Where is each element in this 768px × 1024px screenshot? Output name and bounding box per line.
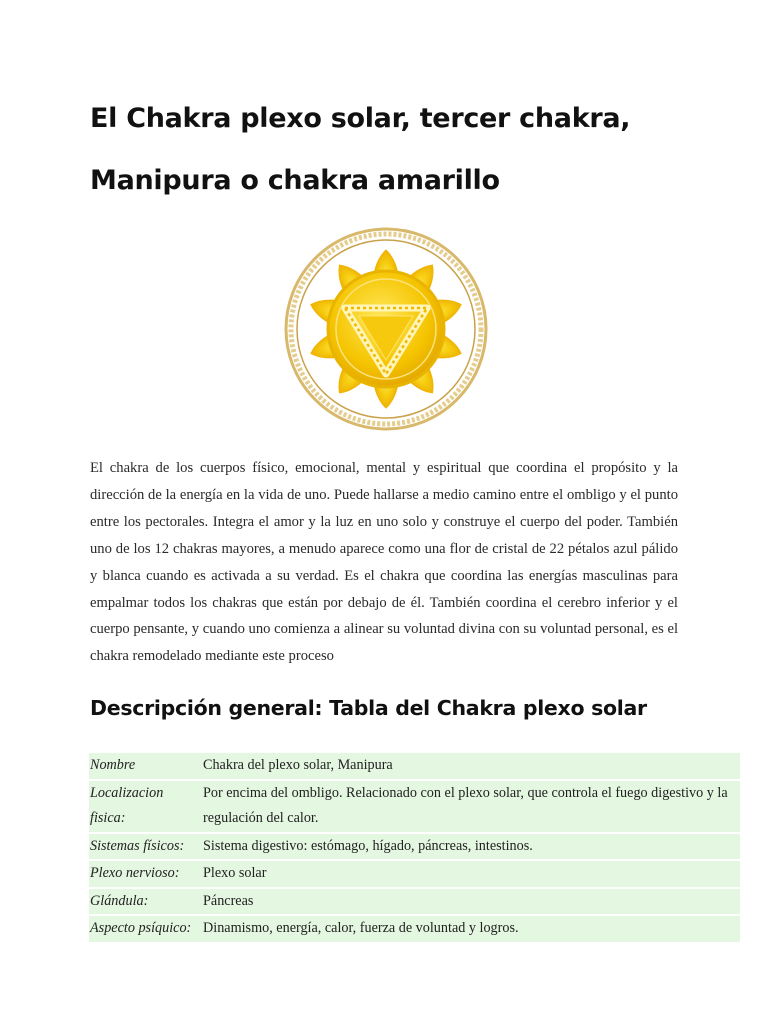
- table-value-cell: Sistema digestivo: estómago, hígado, páncreas, intestinos.: [202, 833, 740, 861]
- table-label-cell: Plexo nervioso:: [89, 860, 202, 888]
- manipura-chakra-icon: [283, 226, 489, 432]
- table-row: [89, 860, 740, 888]
- table-label-cell: Nombre: [89, 753, 202, 780]
- table-value-cell: Dinamismo, energía, calor, fuerza de voluntad y logros.: [202, 915, 740, 943]
- table-row: [89, 780, 740, 833]
- page-title: El Chakra plexo solar, tercer chakra, Manipura o chakra amarillo: [90, 103, 631, 196]
- chakra-info-table: [89, 753, 740, 944]
- table-label-cell: Localizacion fisica:: [89, 780, 202, 833]
- table-row: [89, 833, 740, 861]
- table-row: [89, 915, 740, 943]
- table-label-cell: Sistemas físicos:: [89, 833, 202, 861]
- intro-paragraph: El chakra de los cuerpos físico, emocional, mental y espiritual que coordina el propósito y la dirección de la energía en la vida de uno. Puede hallarse a medio camino entre el ombligo y el punto entre los pectorales. Integra el amor y la luz en uno solo y construye el cuerpo del poder. También uno de los 12 chakras mayores, a menudo aparece como una flor de cristal de 22 pétalos azul pálido y blanca cuando es activada a su verdad. Es el chakra que coordina las energías masculinas para empalmar todos los chakras que están por debajo de él. También coordina el cerebro inferior y el cuerpo pensante, y cuando uno comienza a alinear su voluntad divina con su voluntad personal, es el chakra remodelado mediante este proceso: [90, 460, 678, 665]
- table-label-cell: Aspecto psíquico:: [89, 915, 202, 943]
- table-value-cell: Plexo solar: [202, 860, 740, 888]
- table-row: [89, 753, 740, 780]
- table-row: [89, 888, 740, 916]
- table-value-cell: Chakra del plexo solar, Manipura: [202, 753, 740, 780]
- table-value-cell: Por encima del ombligo. Relacionado con el plexo solar, que controla el fuego digestivo y la regulación del calor.: [202, 780, 740, 833]
- table-value-cell: Páncreas: [202, 888, 740, 916]
- section-heading: Descripción general: Tabla del Chakra plexo solar: [90, 696, 647, 720]
- table-label-cell: Glándula:: [89, 888, 202, 916]
